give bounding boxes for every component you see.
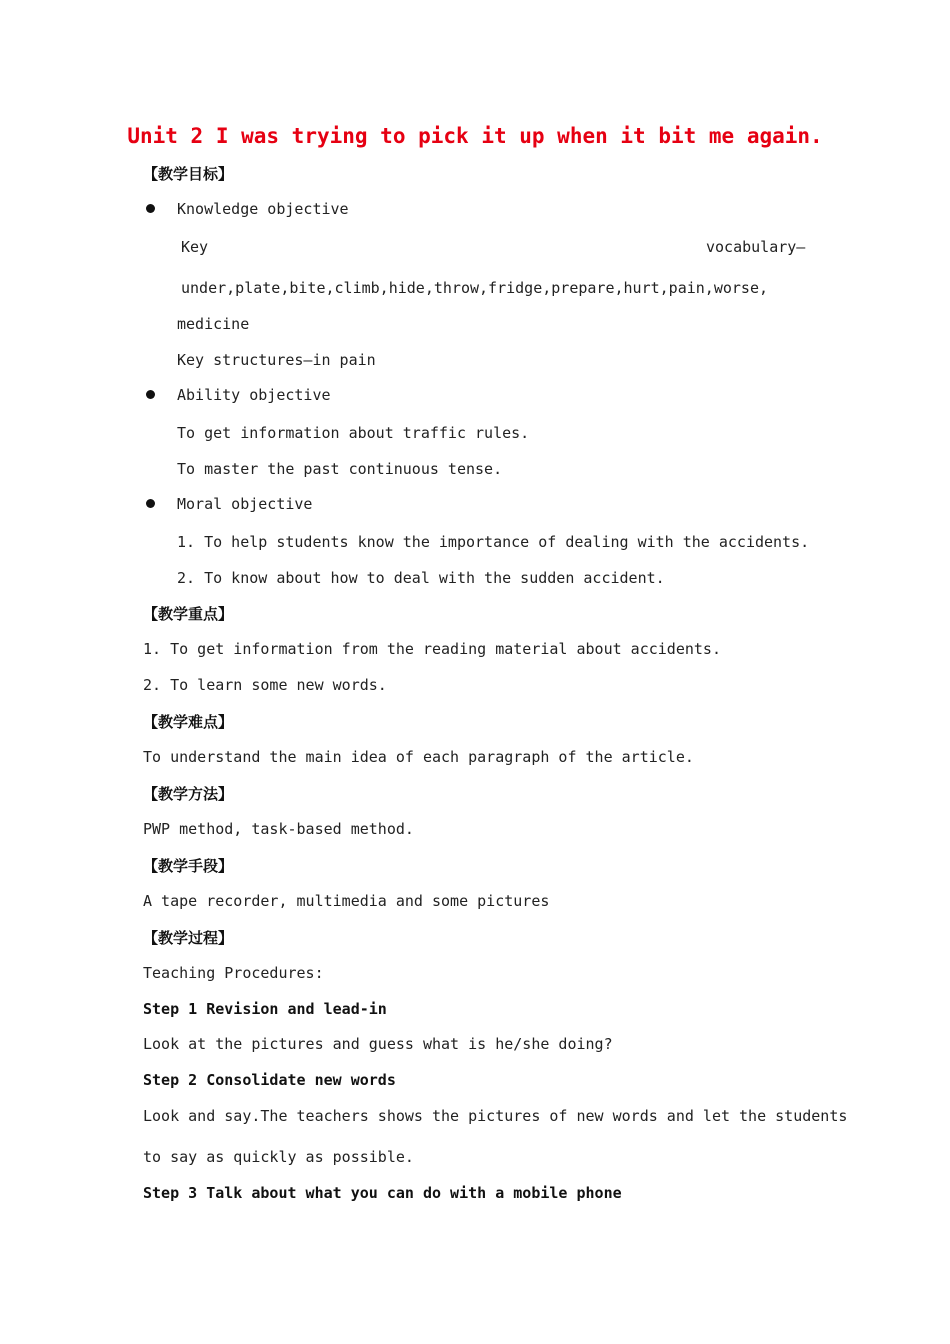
section-heading-methods: 【教学方法】: [143, 785, 234, 803]
key-vocabulary-key: Key: [181, 238, 209, 256]
section-heading-objectives: 【教学目标】: [143, 165, 234, 183]
section-heading-aids: 【教学手段】: [143, 857, 234, 875]
bullet-dot-knowledge: [146, 204, 155, 213]
step-title: Step 1 Revision and lead-in: [143, 1000, 387, 1018]
knowledge-objective-label: Knowledge objective: [177, 200, 349, 218]
bullet-dot-moral: [146, 499, 155, 508]
section-heading-key-points: 【教学重点】: [143, 605, 234, 623]
step-title: Step 3 Talk about what you can do with a mobile phone: [143, 1184, 622, 1202]
step-line: Look and say.The teachers shows the pictures of new words and let the students: [143, 1107, 848, 1125]
bullet-dot-ability: [146, 390, 155, 399]
moral-line: 2. To know about how to deal with the sudden accident.: [177, 569, 665, 587]
moral-objective-label: Moral objective: [177, 495, 313, 513]
vocabulary-list: under,plate,bite,climb,hide,throw,fridge,prepare,hurt,pain,worse,: [181, 279, 768, 297]
section-heading-process: 【教学过程】: [143, 929, 234, 947]
ability-line: To master the past continuous tense.: [177, 460, 503, 478]
ability-line: To get information about traffic rules.: [177, 424, 530, 442]
section-heading-difficult-points: 【教学难点】: [143, 713, 234, 731]
step-line: Look at the pictures and guess what is he/she doing?: [143, 1035, 613, 1053]
document-title: Unit 2 I was trying to pick it up when it bit me again.: [127, 124, 823, 148]
key-point-line: 2. To learn some new words.: [143, 676, 387, 694]
moral-line: 1. To help students know the importance of dealing with the accidents.: [177, 533, 810, 551]
step-title: Step 2 Consolidate new words: [143, 1071, 396, 1089]
process-intro: Teaching Procedures:: [143, 964, 324, 982]
step-line: to say as quickly as possible.: [143, 1148, 414, 1166]
aids-line: A tape recorder, multimedia and some pictures: [143, 892, 550, 910]
vocabulary-list-continued: medicine: [177, 315, 250, 333]
key-vocabulary-label: vocabulary—: [706, 238, 806, 256]
key-structures: Key structures—in pain: [177, 351, 376, 369]
difficult-point-line: To understand the main idea of each paragraph of the article.: [143, 748, 694, 766]
key-point-line: 1. To get information from the reading material about accidents.: [143, 640, 721, 658]
ability-objective-label: Ability objective: [177, 386, 331, 404]
methods-line: PWP method, task-based method.: [143, 820, 414, 838]
